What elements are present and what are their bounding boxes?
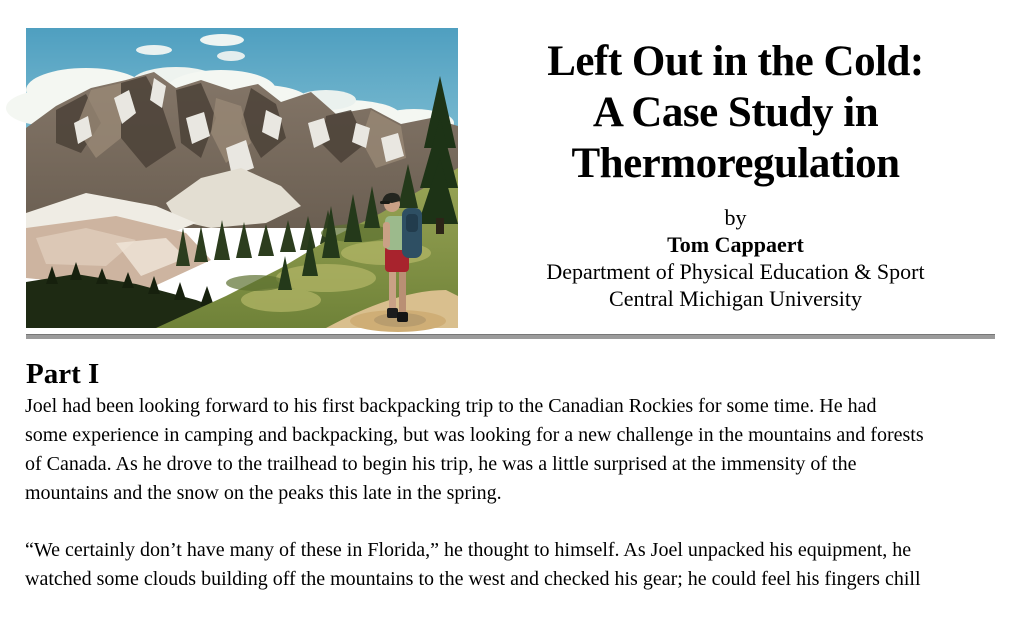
title-block — [468, 36, 1003, 312]
section-heading: Part I — [26, 358, 100, 390]
byline-department: Department of Physical Education & Sport — [546, 259, 925, 284]
text-line: some experience in camping and backpacking, but was looking for a new challenge in the mountains and forests — [25, 424, 924, 446]
text-line: Left Out in the Cold: — [547, 38, 924, 85]
case-photo — [26, 28, 458, 328]
horizontal-rule — [26, 334, 995, 339]
text-line: Joel had been looking forward to his first backpacking trip to the Canadian Rockies for some time. He had — [25, 395, 877, 417]
text-line: of Canada. As he drove to the trailhead to begin his trip, he was a little surprised at the immensity of the — [25, 453, 857, 475]
body-text — [25, 392, 1015, 622]
text-line: Thermoregulation — [571, 140, 900, 187]
photo-illustration — [26, 28, 458, 328]
paragraph — [25, 536, 1015, 594]
page-title — [468, 36, 1003, 189]
text-line: A Case Study in — [592, 89, 879, 136]
byline-by: by — [724, 205, 747, 230]
paragraph — [25, 392, 1015, 508]
byline — [468, 204, 1003, 312]
text-line: mountains and the snow on the peaks this late in the spring. — [25, 482, 502, 504]
text-line: watched some clouds building off the mountains to the west and checked his gear; he could feel his fingers chill — [25, 568, 921, 590]
byline-university: Central Michigan University — [609, 286, 862, 311]
byline-author: Tom Cappaert — [667, 232, 804, 257]
text-line: “We certainly don’t have many of these in Florida,” he thought to himself. As Joel unpacked his equipment, he — [25, 539, 912, 561]
